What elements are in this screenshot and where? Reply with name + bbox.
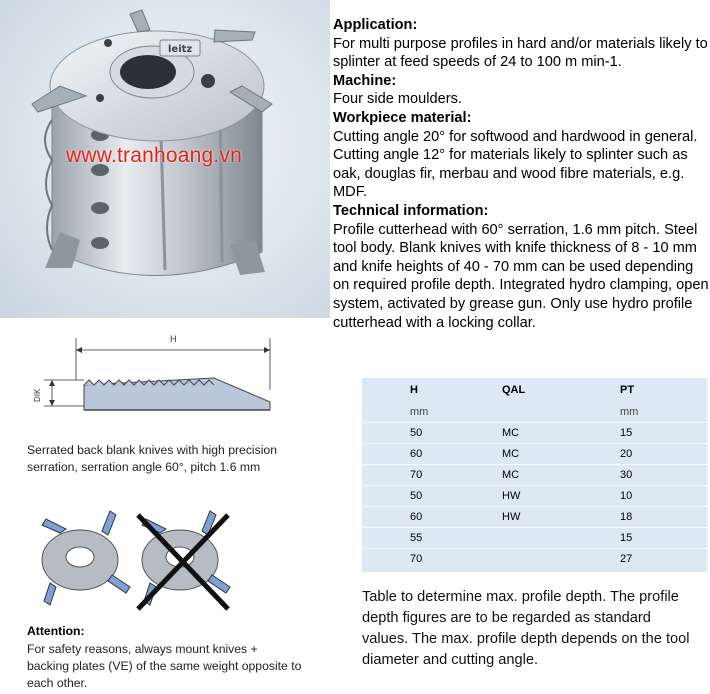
h-label: H bbox=[170, 334, 177, 344]
table-cell: 18 bbox=[620, 507, 707, 528]
table-cell: 50 bbox=[362, 486, 502, 507]
description bbox=[333, 16, 710, 332]
section-text: Cutting angle 12° for materials likely to splinter such as oak, douglas fir, merbau and wood fibre materials, e.g. MDF. bbox=[333, 147, 688, 201]
table-row bbox=[362, 465, 707, 486]
table-row bbox=[362, 507, 707, 528]
header-h: H bbox=[410, 384, 418, 396]
watermark: www.tranhoang.vn bbox=[66, 144, 242, 167]
table-units-row bbox=[362, 402, 707, 423]
correct-mount-icon bbox=[42, 511, 130, 605]
product-photo bbox=[0, 0, 330, 318]
table-cell: 15 bbox=[620, 528, 707, 549]
table-row bbox=[362, 423, 707, 444]
table-row bbox=[362, 444, 707, 465]
unit-pt: mm bbox=[620, 406, 639, 418]
table-cell: MC bbox=[502, 423, 620, 444]
table-cell: HW bbox=[502, 507, 620, 528]
knife-diagram bbox=[34, 330, 284, 425]
section-heading: Workpiece material: bbox=[333, 109, 472, 126]
dik-label: DIK bbox=[33, 388, 42, 402]
table-cell: MC bbox=[502, 465, 620, 486]
table-cell: 60 bbox=[362, 444, 502, 465]
table-cell: 10 bbox=[620, 486, 707, 507]
table-cell: 55 bbox=[362, 528, 502, 549]
knife-caption: Serrated back blank knives with high precision serration, serration angle 60°, pitch 1.6 mm bbox=[27, 443, 277, 474]
table-header-row bbox=[362, 378, 707, 402]
table-cell: 70 bbox=[362, 465, 502, 486]
mounting-diagram bbox=[20, 505, 240, 615]
table-cell: 15 bbox=[620, 423, 707, 444]
section-text: Profile cutterhead with 60° serration, 1.6 mm pitch. Steel tool body. Blank knives with knife thickness of 8 - 10 mm and knife heights of 40 - 70 mm can be used depending on required profile depth. Integrated hydro clamping, open system, activated by grease gun. Only use hydro profile cutterhead with a locking collar. bbox=[333, 221, 709, 331]
table-cell: 70 bbox=[362, 549, 502, 570]
table-row bbox=[362, 528, 707, 549]
section-heading: Machine: bbox=[333, 72, 397, 89]
attention-title: Attention: bbox=[27, 624, 85, 638]
section-heading: Application: bbox=[333, 17, 418, 33]
table-cell: 20 bbox=[620, 444, 707, 465]
unit-qal bbox=[502, 402, 620, 423]
table-cell bbox=[502, 549, 620, 570]
section-text: Four side moulders. bbox=[333, 91, 462, 108]
section-text: For multi purpose profiles in hard and/or materials likely to splinter at feed speeds of 24 to 100 m min-1. bbox=[333, 35, 708, 71]
header-pt: PT bbox=[620, 384, 635, 396]
header-qal: QAL bbox=[502, 384, 526, 396]
table-note: Table to determine max. profile depth. The profile depth figures are to be regarded as standard values. The max. profile depth depends on the tool diameter and cutting angle. bbox=[362, 589, 690, 668]
logo-text: leitz bbox=[168, 44, 193, 55]
table-cell: 50 bbox=[362, 423, 502, 444]
table-cell: 30 bbox=[620, 465, 707, 486]
section-text: Cutting angle 20° for softwood and hardwood in general. bbox=[333, 128, 698, 145]
section-heading: Technical information: bbox=[333, 202, 489, 219]
incorrect-mount-icon bbox=[138, 511, 230, 609]
table-cell bbox=[502, 528, 620, 549]
table-row bbox=[362, 486, 707, 507]
profile-depth-table bbox=[362, 378, 707, 572]
attention-text: For safety reasons, always mount knives + backing plates (VE) of the same weight opposite to each other. bbox=[27, 642, 302, 690]
table-cell: HW bbox=[502, 486, 620, 507]
unit-h: mm bbox=[410, 406, 429, 418]
table-cell: MC bbox=[502, 444, 620, 465]
table-cell: 60 bbox=[362, 507, 502, 528]
table-cell: 27 bbox=[620, 549, 707, 570]
table-row bbox=[362, 549, 707, 570]
